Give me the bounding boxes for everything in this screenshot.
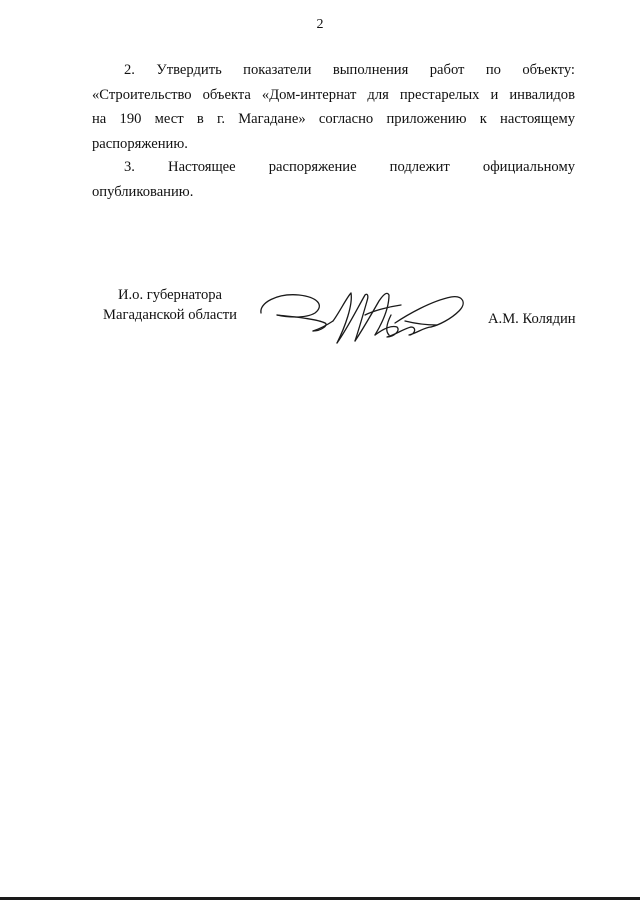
signer-title-line-2: Магаданской области xyxy=(103,307,237,323)
paragraph-3 xyxy=(92,155,575,204)
paragraph-2-line-3: на 190 мест в г. Магадане» согласно приложению к настоящему xyxy=(92,111,575,127)
paragraph-2-line-2: «Строительство объекта «Дом-интернат для престарелых и инвалидов xyxy=(92,86,575,103)
paragraph-3-line-2: опубликованию. xyxy=(92,183,194,200)
paragraph-2-line-4: распоряжению. xyxy=(92,135,188,152)
signature-block xyxy=(0,285,640,365)
paragraph-3-line-1: 3. Настоящее распоряжение подлежит официальному xyxy=(124,159,575,175)
bottom-rule xyxy=(0,897,640,900)
signer-title xyxy=(95,285,245,325)
handwritten-signature-icon xyxy=(255,285,475,355)
signer-name: А.М. Колядин xyxy=(488,311,576,327)
signer-title-line-1: И.о. губернатора xyxy=(117,287,223,303)
page-number: 2 xyxy=(316,17,324,32)
paragraph-2-line-1: 2. Утвердить показатели выполнения работ по объекту: xyxy=(124,62,575,78)
paragraph-2 xyxy=(92,58,575,156)
